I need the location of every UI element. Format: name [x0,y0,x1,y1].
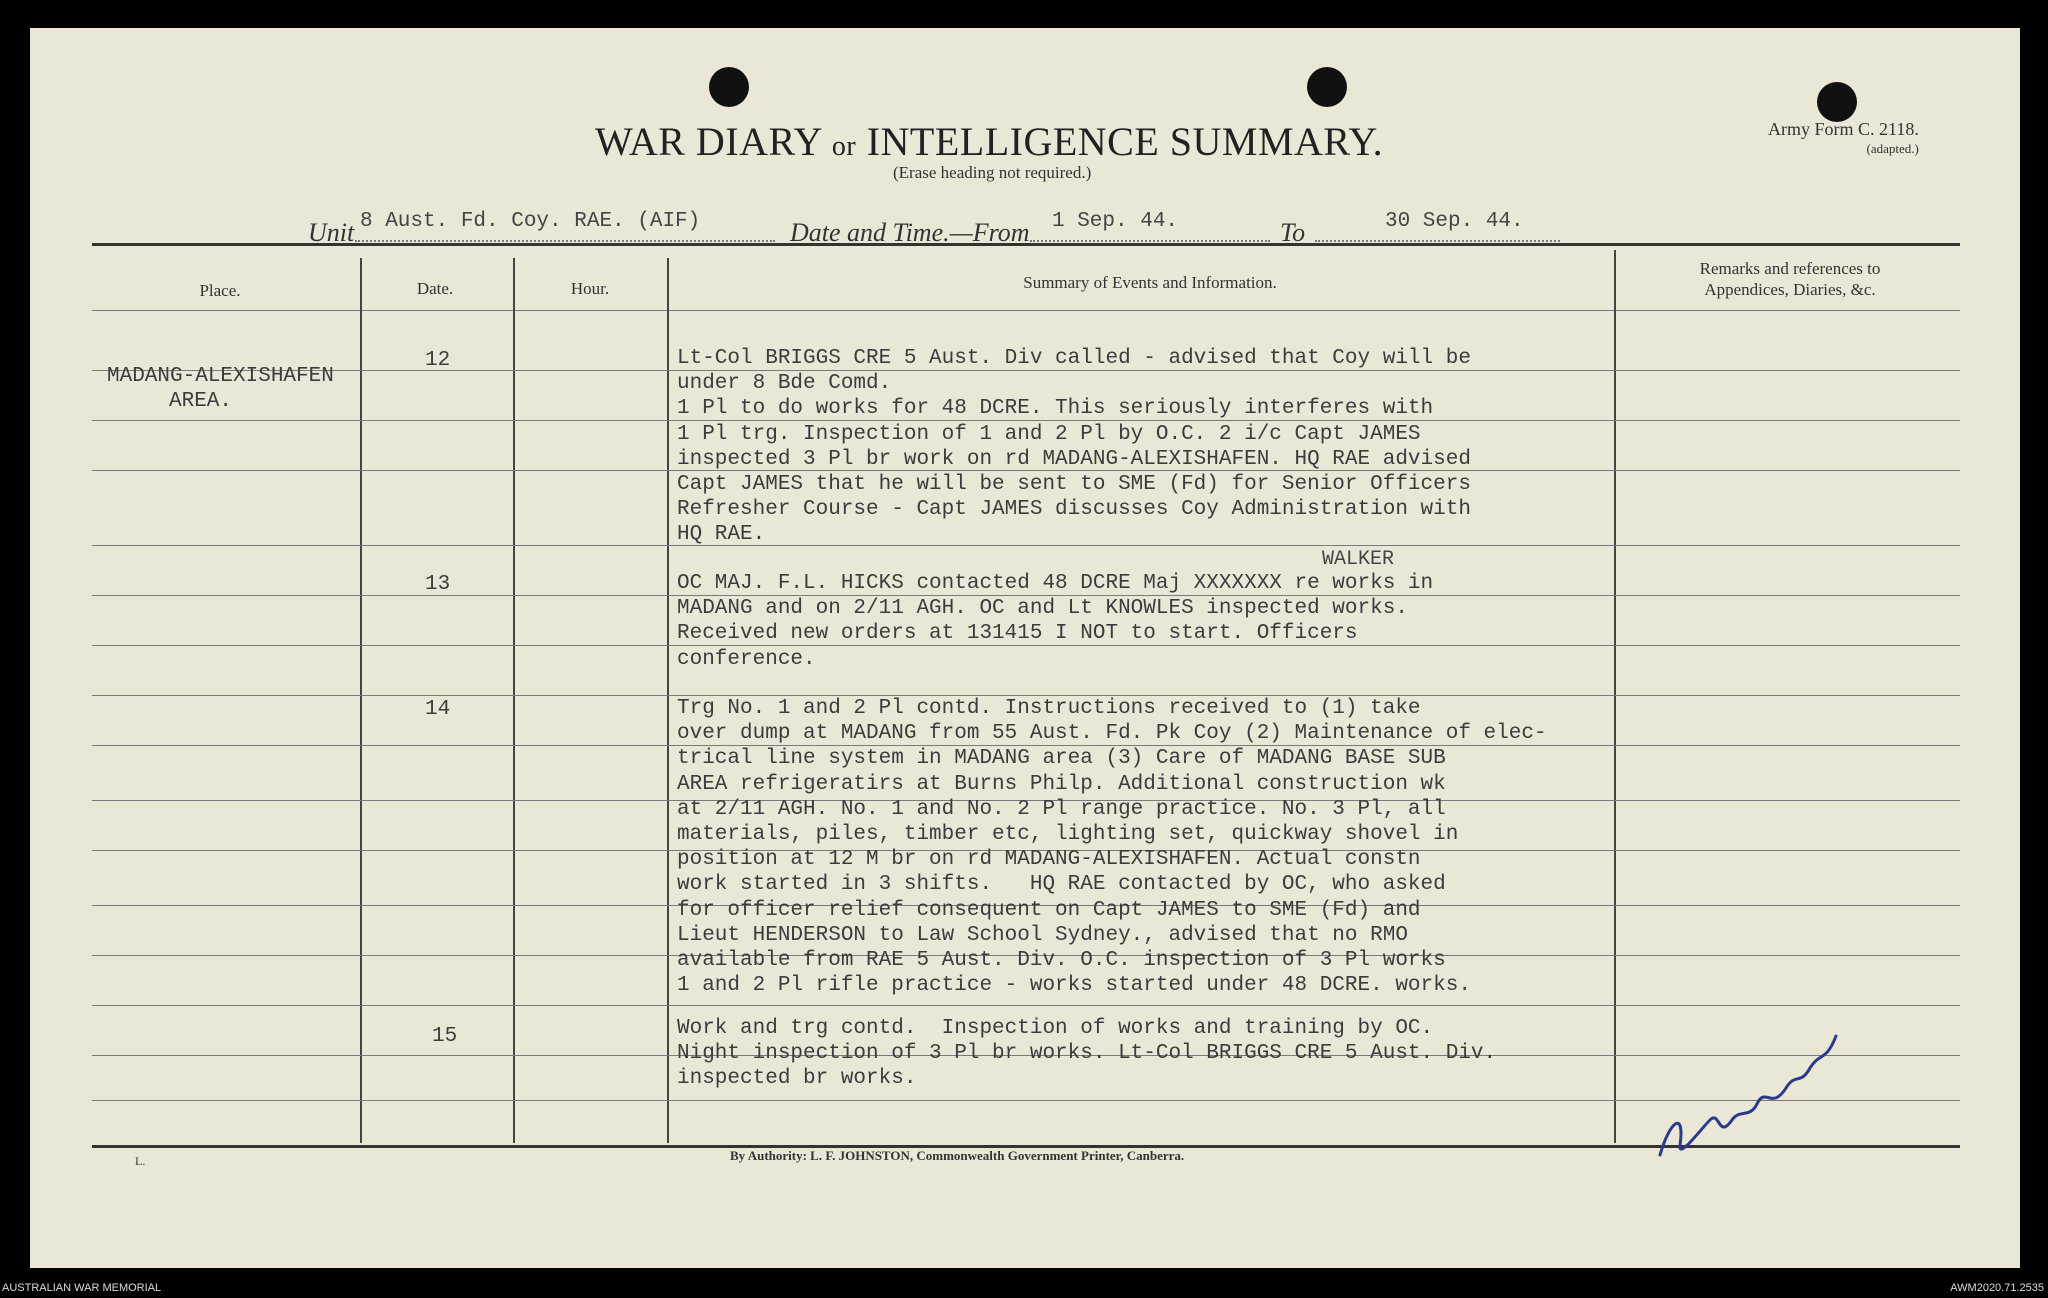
table-top-rule [92,243,1960,246]
from-dotted-line [1030,240,1270,242]
punch-hole-right [1817,82,1857,122]
col-divider-date [513,258,515,1143]
handwritten-signature [1640,970,1870,1170]
col-header-hour: Hour. [570,279,610,298]
archive-caption-left: AUSTRALIAN WAR MEMORIAL [2,1282,162,1294]
date-time-label: Date and Time.—From [790,218,1030,247]
place-cell: MADANG-ALEXISHAFEN AREA. [107,365,334,413]
to-dotted-line [1315,240,1560,242]
punch-hole-middle [1307,67,1347,107]
army-form-label: Army Form C. 2118. (adapted.) [1768,119,1919,156]
form-mark: L. [135,1154,146,1168]
from-value: 1 Sep. 44. [1052,210,1179,233]
col-header-summary: Summary of Events and Information. [1023,273,1277,292]
printer-authority: By Authority: L. F. JOHNSTON, Commonwealth Government Printer, Canberra. [730,1148,1185,1163]
col-header-remarks: Remarks and references to Appendices, Diaries, &c. [1699,259,1881,299]
col-divider-summary [1614,250,1616,1143]
punch-hole-left [709,67,749,107]
to-label: To [1280,218,1306,247]
date-cell: 12 [425,349,451,372]
col-divider-place [360,258,362,1143]
col-header-place: Place. [199,281,241,300]
header-bottom-rule [92,310,1960,311]
col-header-date: Date. [416,279,454,298]
entry-summary: OC MAJ. F.L. HICKS contacted 48 DCRE Maj XXXXXXX re works in MADANG and on 2/11 AGH. OC and Lt KNOWLES inspected works. Received new orders at 131415 I NOT to start. Officers conference. [677,572,1434,671]
col-divider-hour [667,258,669,1143]
archive-caption-right: AWM2020.71.2535 [1950,1282,2044,1294]
to-value: 30 Sep. 44. [1385,210,1524,233]
entry-summary: Work and trg contd. Inspection of works and training by OC. Night inspection of 3 Pl br works. Lt-Col BRIGGS CRE 5 Aust. Div. inspected br works. [677,1017,1497,1091]
erase-note: (Erase heading not required.) [893,163,1092,182]
unit-label: Unit [308,218,355,247]
date-cell: 14 [425,698,451,721]
unit-dotted-line [355,240,775,242]
handwritten-correction: WALKER [1322,548,1395,571]
date-cell: 13 [425,573,451,596]
date-cell: 15 [432,1025,458,1048]
entry-summary: Lt-Col BRIGGS CRE 5 Aust. Div called - advised that Coy will be under 8 Bde Comd. 1 Pl to do works for 48 DCRE. This seriously interferes with 1 Pl trg. Inspection of 1 and 2 Pl by O.C. 2 i/c Capt JAMES inspected 3 Pl br work on rd MADANG-ALEXISHAFEN. HQ RAE advised Capt JAMES that he will be sent to SME (Fd) for Senior Officers Refresher Course - Capt JAMES discusses Coy Administration with HQ RAE. [677,347,1471,547]
entry-summary: Trg No. 1 and 2 Pl contd. Instructions received to (1) take over dump at MADANG from 55 Aust. Fd. Pk Coy (2) Maintenance of elec- trical line system in MADANG area (3) Care of MADANG BASE SUB AREA refrigeratirs at Burns Philp. Additional construction wk at 2/11 AGH. No. 1 and No. 2 Pl range practice. No. 3 Pl, all materials, piles, timber etc, lighting set, quickway shovel in position at 12 M br on rd MADANG-ALEXISHAFEN. Actual constn work started in 3 shifts. HQ RAE contacted by OC, who asked for officer relief consequent on Capt JAMES to SME (Fd) and Lieut HENDERSON to Law School Sydney., advised that no RMO available from RAE 5 Aust. Div. O.C. inspection of 3 Pl works 1 and 2 Pl rifle practice - works started under 48 DCRE. works. [677,697,1547,998]
unit-value: 8 Aust. Fd. Coy. RAE. (AIF) [360,210,701,233]
page-title: WAR DIARY or INTELLIGENCE SUMMARY. [595,119,1384,164]
